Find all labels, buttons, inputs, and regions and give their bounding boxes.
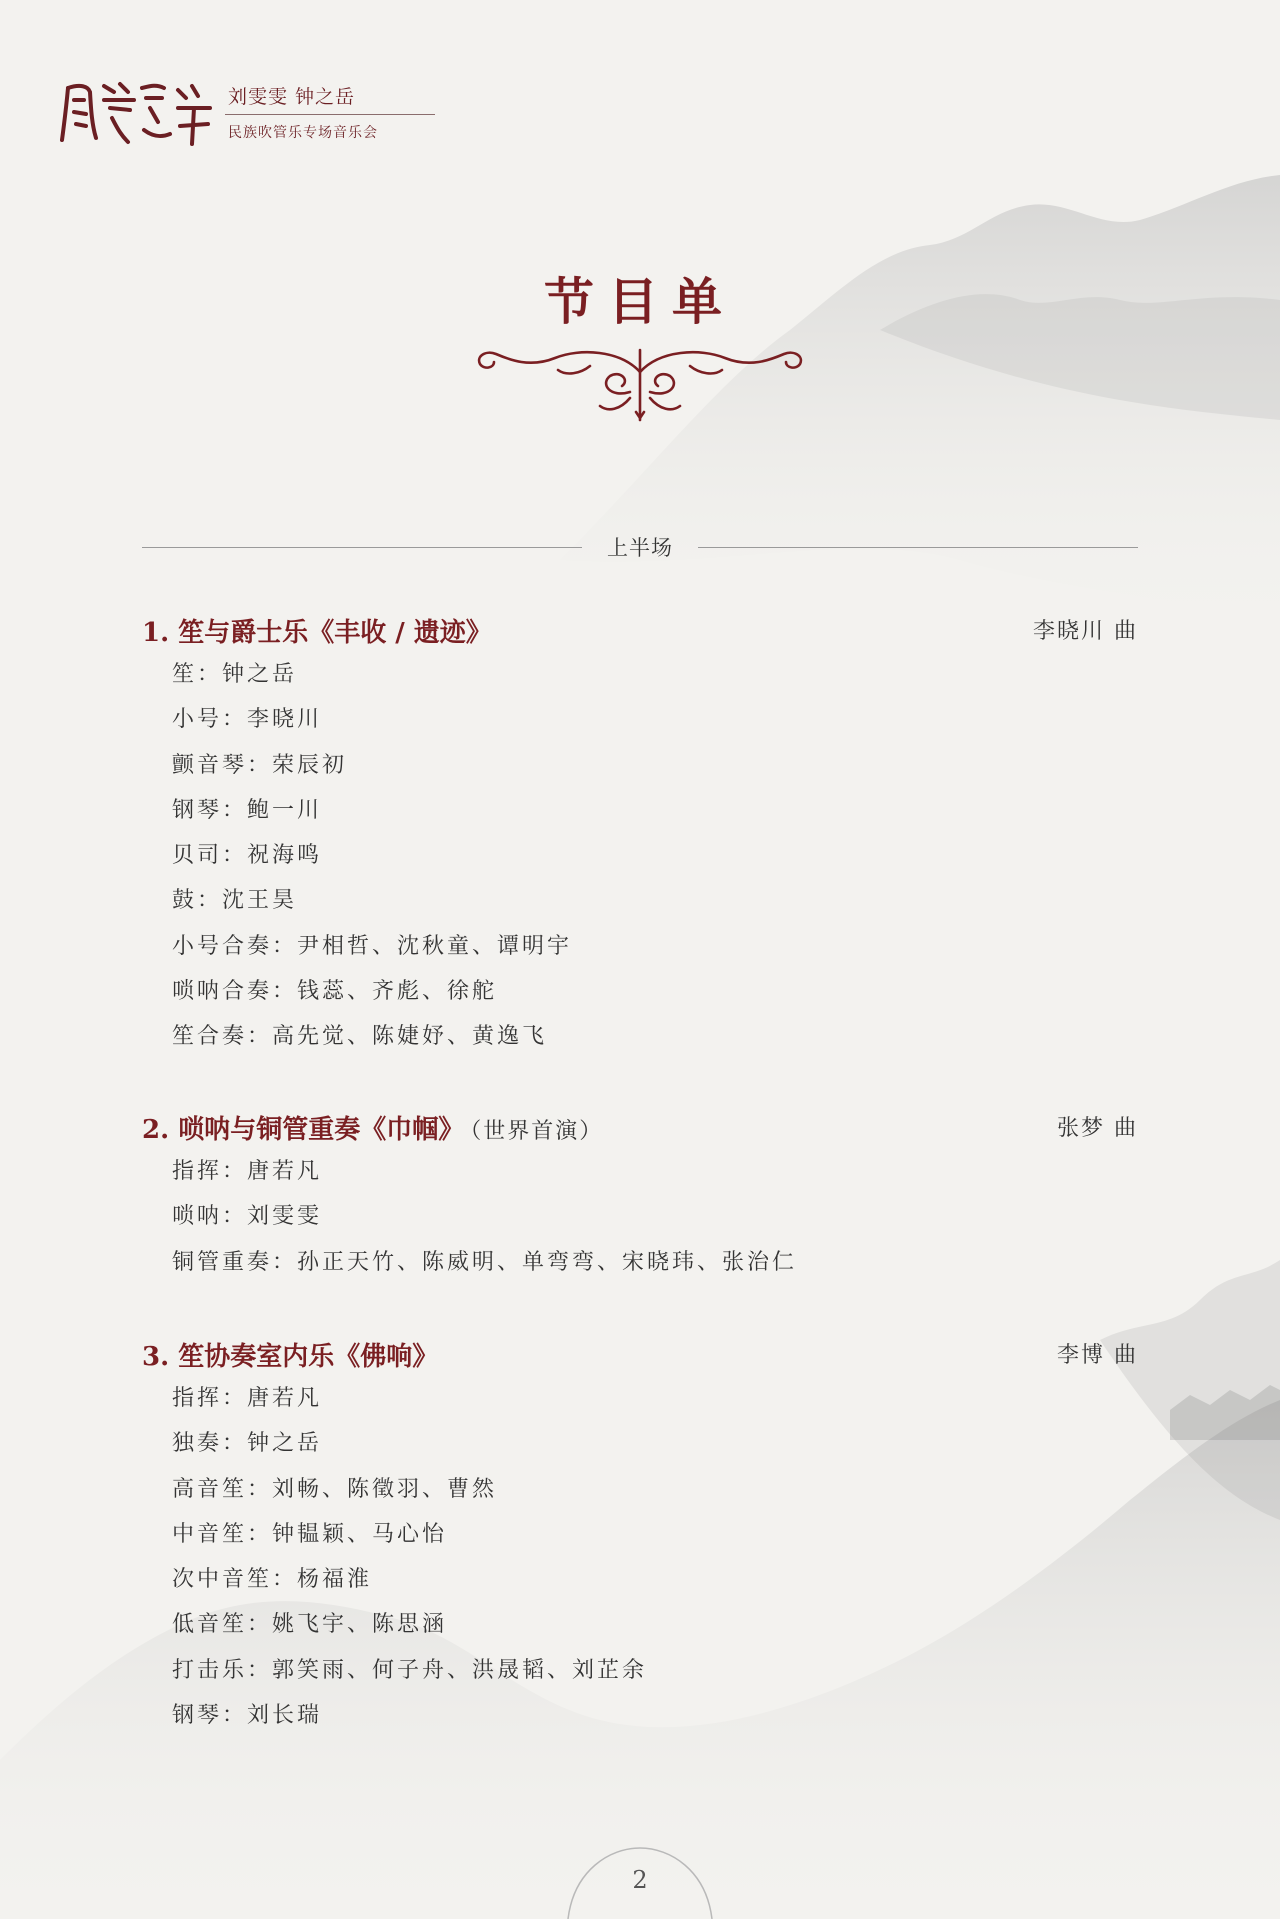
performer-line: 小号：李晓川: [172, 707, 323, 733]
performer-line: 笙：钟之岳: [172, 662, 298, 687]
program-item-title: [142, 1336, 444, 1373]
section-divider: [142, 532, 1138, 562]
program-item-note: （世界首演）: [470, 1119, 604, 1144]
performer-line: 铜管重奏：孙正天竹、陈威明、单弯弯、宋晓玮、张治仁: [172, 1249, 798, 1275]
program-item-title: [142, 612, 498, 649]
performer-line: 中音笙：钟韫颖、马心怡: [172, 1521, 448, 1547]
performer-line: 唢呐：刘雯雯: [172, 1204, 323, 1230]
performer-line: 笙合奏：高先觉、陈婕妤、黄逸飞: [172, 1024, 548, 1050]
performer-line: 独奏：钟之岳: [172, 1431, 323, 1457]
performer-line: 唢呐合奏：钱蕊、齐彪、徐舵: [172, 979, 498, 1005]
program-item-header: [142, 612, 1138, 652]
concert-subtitle: 民族吹管乐专场音乐会: [228, 125, 378, 141]
performer-line: 小号合奏：尹相哲、沈秋童、谭明宇: [172, 933, 573, 959]
performer-line: 贝司：祝海鸣: [172, 843, 323, 869]
performer-list: [142, 652, 1138, 1060]
performer-line: 钢琴：鲍一川: [172, 797, 323, 823]
program-item: [142, 612, 1138, 1060]
performer-names: 刘雯雯 钟之岳: [228, 86, 356, 108]
composer-credit: 李晓川 曲: [1033, 619, 1138, 644]
performer-line: 低音笙：姚飞宇、陈思涵: [172, 1612, 448, 1638]
performer-line: 指挥：唐若凡: [172, 1159, 323, 1184]
performer-line: 高音笙：刘畅、陈徵羽、曹然: [172, 1476, 498, 1502]
concert-header: [60, 70, 390, 150]
title-ornament: [470, 342, 810, 428]
performer-line: 鼓：沈王昊: [172, 888, 298, 914]
performer-list: [142, 1149, 1138, 1285]
program-item-header: [142, 1336, 1138, 1376]
performer-line: 钢琴：刘长瑞: [172, 1703, 323, 1729]
performer-line: 打击乐：郭笑雨、何子舟、洪晟韬、刘芷余: [172, 1657, 648, 1683]
performer-line: 指挥：唐若凡: [172, 1386, 323, 1411]
program-item-title-text: 3. 笙协奏室内乐《佛响》: [142, 1342, 439, 1372]
program-item: [142, 1336, 1138, 1738]
calligraphy-logo: [60, 70, 220, 150]
performer-line: 颤音琴：荣辰初: [172, 752, 348, 778]
page-title: 节目单: [544, 272, 736, 331]
program-item-header: [142, 1109, 1138, 1149]
divider-line-right: [698, 547, 1138, 548]
performer-line: 次中音笙：杨福淮: [172, 1567, 373, 1593]
composer-credit: 李博 曲: [1057, 1343, 1138, 1368]
section-label: 上半场: [607, 536, 673, 560]
program-item-title: [142, 1109, 603, 1146]
program-item: [142, 1109, 1138, 1285]
performer-list: [142, 1376, 1138, 1738]
page-number: 2: [632, 1866, 648, 1894]
program-item-title-text: 2. 唢呐与铜管重奏《巾帼》: [142, 1115, 465, 1145]
composer-credit: 张梦 曲: [1057, 1116, 1138, 1141]
header-divider: [225, 114, 435, 115]
program-item-title-text: 1. 笙与爵士乐《丰收 / 遗迹》: [142, 618, 492, 648]
